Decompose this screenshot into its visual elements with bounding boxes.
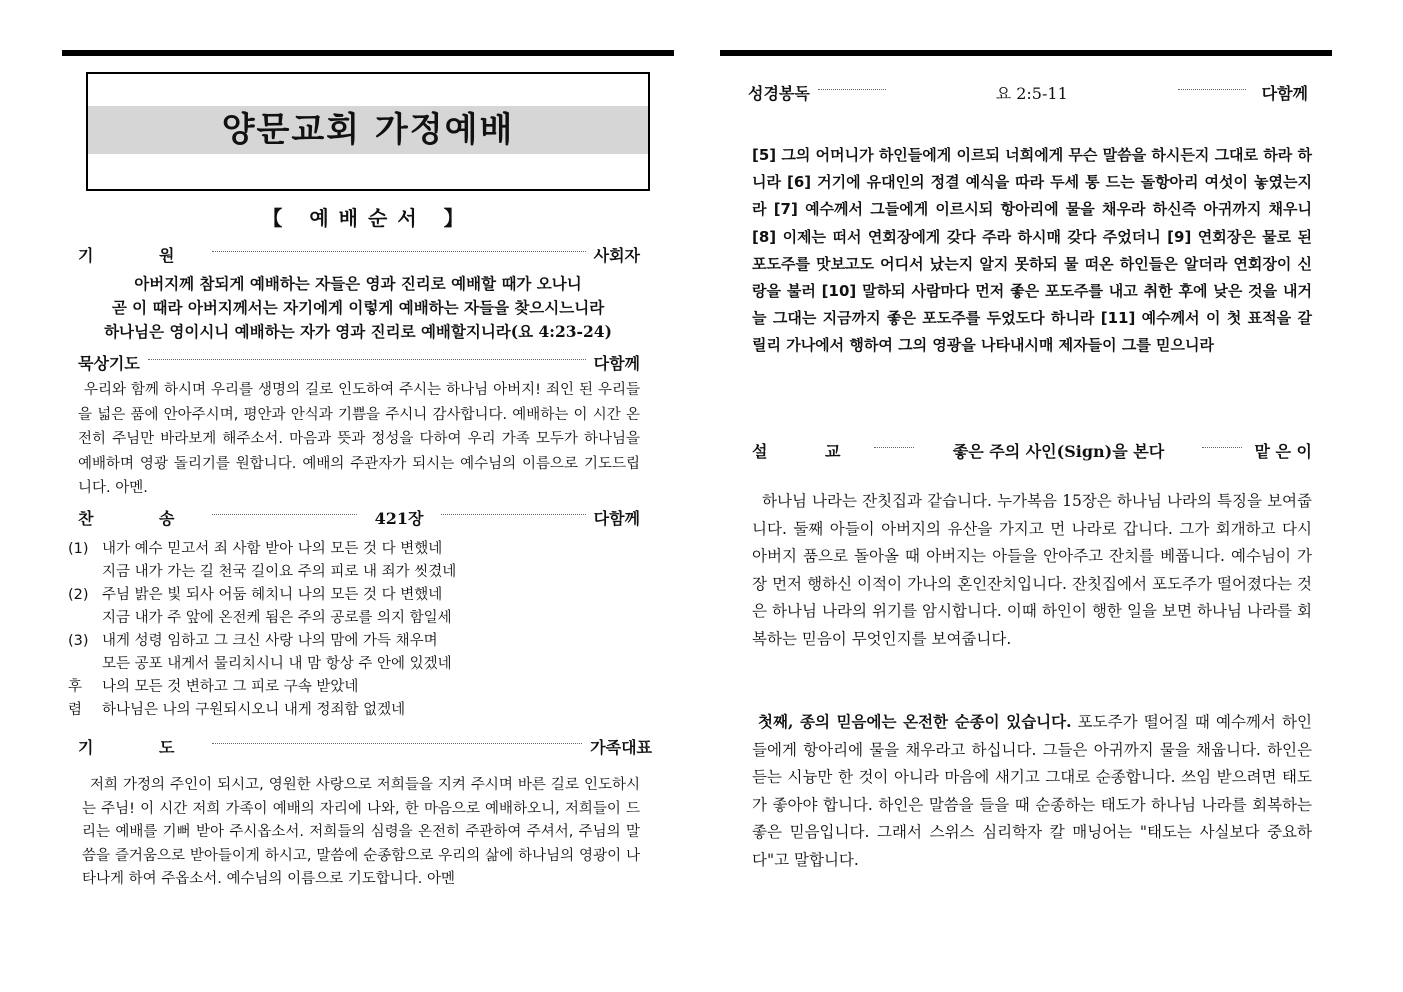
- prayer-label: 기 도: [78, 737, 205, 757]
- hymn-number: 421장: [374, 508, 424, 528]
- sermon-header: [752, 438, 1312, 462]
- invocation-line: 하나님은 영이시니 예배하는 자가 영과 진리로 예배할지니라(요 4:23-24): [104, 322, 612, 341]
- scripture-text: [5] 그의 어머니가 하인들에게 이르되 너희에게 무슨 말씀을 하시든지 그대로 하라 하니라 [6] 거기에 유대인의 정결 예식을 따라 두세 통 드는 돌항아리 여섯이 놓였는지라 [7] 예수께서 그들에게 이르시되 항아리에 물을 채우라 하신즉 아귀까지 채우니 [8] 이제는 떠서 연회장에게 갖다 주라 하시매 갖다 주었더니 [9] 연회장은 물로 된 포도주를 맛보고도 어디서 났는지 알지 못하되 물 떠온 하인들은 알더라 연회장이 신랑을 불러 [10] 말하되 사람마다 먼저 좋은 포도주를 내고 취한 후에 낮은 것을 내거늘 그대는 지금까지 좋은 포도주를 두었도다 하니라 [11] 예수께서 이 첫 표적을 갈릴리 가나에서 행하여 그의 영광을 나타내시매 제자들이 그를 믿으니라: [752, 146, 1312, 355]
- verse-line: 내가 예수 믿고서 죄 사함 받아 나의 모든 것 다 변했네: [102, 541, 443, 557]
- hymn-lyrics: [68, 538, 648, 722]
- dotted-leader: [212, 251, 585, 252]
- hymn-header: [78, 505, 640, 529]
- verse-line: 내게 성령 임하고 그 크신 사랑 나의 맘에 가득 채우며: [102, 633, 438, 649]
- reading-label: 성경봉독: [748, 83, 810, 103]
- hymn-verse: [68, 584, 648, 630]
- sermon-preacher: 맡 은 이: [1254, 441, 1312, 461]
- verse-line: 하나님은 나의 구원되시오니 내게 정죄함 없겠네: [102, 702, 406, 718]
- hymn-leader: 다함께: [593, 508, 640, 528]
- top-rule: [720, 50, 1332, 56]
- silent-prayer-text: 우리와 함께 하시며 우리를 생명의 길로 인도하여 주시는 하나님 아버지! 죄인 된 우리들을 넓은 품에 안아주시며, 평안과 안식과 기쁨을 주시니 감사합니다. 예배하는 이 시간 온전히 주님만 바라보게 해주소서. 마음과 뜻과 정성을 다하여 우리 가족 모두가 하나님을 예배하며 영광 돌리기를 원합니다. 예배의 주관자가 되시는 예수님의 이름으로 기도드립니다. 아멘.: [78, 382, 640, 496]
- invocation-line: 곧 이 때라 아버지께서는 자기에게 이렇게 예배하는 자들을 찾으시느니라: [111, 298, 605, 317]
- dotted-leader: [212, 743, 582, 744]
- invocation-text: [78, 272, 638, 344]
- sermon-title: 좋은 주의 사인(Sign)을 본다: [952, 441, 1165, 461]
- invocation-line: 아버지께 참되게 예배하는 자들은 영과 진리로 예배할 때가 오나니: [134, 274, 582, 293]
- dotted-leader: [1178, 89, 1246, 90]
- verse-line: 지금 내가 주 앞에 온전케 됨은 주의 공로를 의지 함일세: [102, 610, 452, 626]
- hymn-refrain: [68, 676, 648, 699]
- sermon-point-heading: 첫째, 종의 믿음에는 온전한 순종이 있습니다.: [758, 712, 1072, 731]
- sermon-paragraph-2: [752, 708, 1312, 875]
- dotted-leader: [1202, 447, 1242, 448]
- silent-prayer-header: [78, 350, 640, 374]
- dotted-leader: [212, 514, 356, 515]
- page-title: 양문교회 가정예배: [221, 110, 515, 150]
- invocation-label: 기 원: [78, 245, 205, 265]
- hymn-verse: [68, 630, 648, 676]
- prayer-header: [78, 734, 652, 758]
- invocation-leader: 사회자: [593, 245, 640, 265]
- reading-reference: 요 2:5-11: [995, 83, 1068, 103]
- reading-leader: 다함께: [1261, 83, 1308, 103]
- top-rule: [62, 50, 674, 56]
- verse-line: 주님 밝은 빛 되사 어둠 헤치니 나의 모든 것 다 변했네: [102, 587, 443, 603]
- sermon-paragraph-1: 하나님 나라는 잔칫집과 같습니다. 누가복음 15장은 하나님 나라의 특징을 보여줍니다. 둘째 아들이 아버지의 유산을 가지고 먼 나라로 갑니다. 그가 회개하고 다시 아버지 품으로 돌아올 때 아버지는 아들을 안아주고 잔치를 베풉니다. 예수님이 가장 먼저 행하신 이적이 가나의 혼인잔치입니다. 잔칫집에서 포도주가 떨어졌다는 것은 하나님 나라의 위기를 암시합니다. 이때 하인이 행한 일을 보면 하나님 나라를 회복하는 믿음이 무엇인지를 보여줍니다.: [752, 492, 1312, 648]
- sermon-point-body: 포도주가 떨어질 때 예수께서 하인들에게 항아리에 물을 채우라고 하십니다. 그들은 아귀까지 물을 채웁니다. 하인은 듣는 시늉만 한 것이 아니라 마음에 새기고 그대로 순종합니다. 쓰임 받으려면 태도가 좋아야 합니다. 하인은 말씀을 들을 때 순종하는 태도가 하나님 나라를 회복하는 좋은 믿음입니다. 그래서 스위스 심리학자 칼 매닝어는 "태도는 사실보다 중요하다"고 말합니다.: [752, 713, 1312, 869]
- verse-number: (2): [68, 587, 89, 603]
- verse-number: (3): [68, 633, 89, 649]
- prayer-text: 저희 가정의 주인이 되시고, 영원한 사랑으로 저희들을 지켜 주시며 바른 길로 인도하시는 주님! 이 시간 저희 가족이 예배의 자리에 나와, 한 마음으로 예배하오니, 저희들이 드리는 예배를 기뻐 받아 주시옵소서. 저희들의 심령을 온전히 주관하여 주셔서, 주님의 말씀을 즐거움으로 받아들이게 하시고, 말씀에 순종함으로 우리의 삶에 하나님의 영광이 나타나게 하여 주옵소서. 예수님의 이름으로 기도합니다. 아멘: [82, 777, 640, 887]
- verse-number: (1): [68, 541, 89, 557]
- invocation-header: [78, 242, 640, 266]
- sermon-label: 설 교: [752, 441, 867, 461]
- prayer-leader: 가족대표: [590, 737, 652, 757]
- hymn-label: 찬 송: [78, 508, 205, 528]
- order-heading: 【 예배순서 】: [262, 206, 474, 230]
- refrain-mark: 후: [68, 679, 83, 695]
- silent-prayer-label: 묵상기도: [78, 353, 140, 373]
- dotted-leader: [148, 359, 586, 360]
- dotted-leader: [818, 89, 886, 90]
- silent-prayer-leader: 다함께: [593, 353, 640, 373]
- verse-line: 나의 모든 것 변하고 그 피로 구속 받았네: [102, 679, 359, 695]
- hymn-verse: [68, 538, 648, 584]
- verse-line: 지금 내가 가는 길 천국 길이요 주의 피로 내 죄가 씻겼네: [102, 564, 457, 580]
- hymn-refrain: [68, 699, 648, 722]
- dotted-leader: [874, 447, 914, 448]
- refrain-mark: 렴: [68, 702, 83, 718]
- dotted-leader: [441, 514, 585, 515]
- title-box: [86, 72, 650, 191]
- reading-header: [748, 80, 1308, 104]
- verse-line: 모든 공포 내게서 물리치시니 내 맘 항상 주 안에 있겠네: [102, 656, 452, 672]
